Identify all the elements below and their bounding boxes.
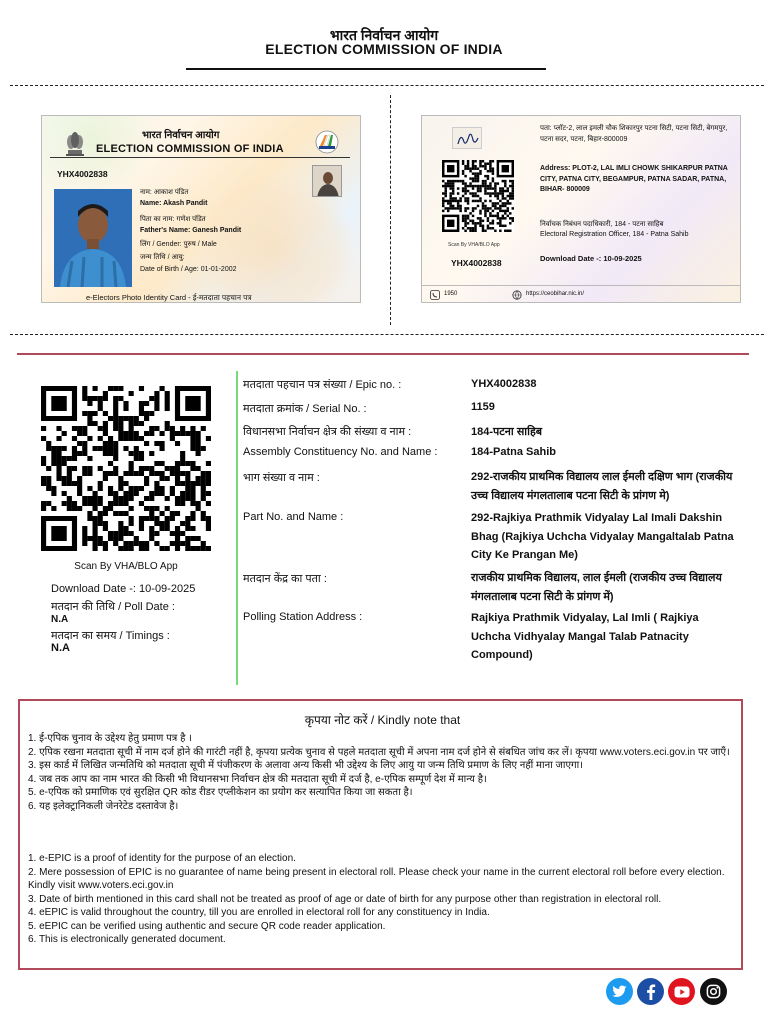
poll-date-label: मतदान की तिथि / Poll Date : (51, 601, 175, 613)
timings-value: N.A (51, 642, 70, 654)
constituency-label-english: Assembly Constituency No. and Name : (243, 446, 438, 458)
card-footer: e-Electors Photo Identity Card - ई-मतदाता पहचान पत्र (86, 293, 252, 302)
card-ero-hindi: निर्वाचक निबंधन पदाधिकारी, 184 - पटना साहिब (540, 221, 664, 228)
card-address-english: Address: PLOT-2, LAL IMLI CHOWK SHIKARPUR PATNA CITY, PATNA CITY, BEGAMPUR, PATNA SADAR, PATNA, BIHAR- 800009 (540, 165, 728, 193)
notes-hindi-list (28, 732, 736, 813)
note-hindi-item: 4. जब तक आप का नाम भारत की किसी भी विधानसभा निर्वाचन क्षेत्र की मतदाता सूची में दर्ज है, e-एपिक सम्पूर्ण देश में मान्य है। (28, 773, 487, 785)
card-title-hindi: भारत निर्वाचन आयोग (142, 130, 220, 141)
note-english-item: 5. eEPIC can be verified using authentic and secure QR code reader application. (28, 920, 386, 932)
card-epic-number: YHX4002838 (57, 169, 108, 179)
twitter-icon[interactable] (606, 978, 633, 1005)
cut-line-top (10, 85, 764, 86)
globe-icon (512, 290, 522, 300)
epic-card-back (421, 115, 741, 303)
section-divider (17, 353, 749, 355)
phone-icon (430, 290, 440, 300)
signature-icon (453, 128, 483, 150)
card-father-hindi: पिता का नाम: गणेश पंडित (140, 216, 206, 223)
card-name-english: Name: Akash Pandit (140, 200, 208, 207)
notes-english-list (28, 852, 736, 947)
card-download-date: Download Date -: 10-09-2025 (540, 254, 642, 263)
note-hindi-item: 1. ई-एपिक चुनाव के उद्देश्य हेतु प्रमाण पत्र है । (28, 733, 192, 744)
header-underline (186, 68, 546, 70)
constituency-label-hindi: विधानसभा निर्वाचन क्षेत्र की संख्या व नाम : (243, 426, 412, 438)
polling-station-value-english: Rajkiya Prathmik Vidyalay, Lal Imli ( Rajkiya Uchcha Vidhyalay Mangal Talab Patnacity Compound) (471, 612, 699, 661)
constituency-value-english: 184-Patna Sahib (471, 446, 556, 458)
note-hindi-item: 2. एपिक रखना मतदाता सूची में नाम दर्ज होने की गारंटी नहीं है, कृपया प्रत्येक चुनाव से पहले मतदाता सूची में अपना नाम दर्ज होने से संबधित जांच कर लें। कृपया www.voters.eci.gov.in पर जाएँ। (28, 746, 730, 758)
card-name-hindi: नाम: आकाश पंडित (140, 189, 189, 196)
vertical-divider (236, 371, 238, 685)
card-scan-text: Scan By VHA/BLO App (448, 242, 500, 248)
national-emblem-icon (64, 130, 86, 158)
card-qr-code[interactable] (442, 160, 514, 232)
eci-logo-icon (312, 129, 342, 155)
card-ero-english: Electoral Registration Officer, 184 - Patna Sahib (540, 231, 689, 238)
part-value-english: 292-Rajkiya Prathmik Vidyalay Lal Imali Dakshin Bhag (Rajkiya Uchcha Vidyalay Mangaltalab Patna City Ke Prangan Me) (471, 512, 734, 561)
serial-label: मतदाता क्रमांक / Serial No. : (243, 403, 367, 415)
note-english-item: 1. e-EPIC is a proof of identity for the purpose of an election. (28, 853, 296, 864)
youtube-icon[interactable] (668, 978, 695, 1005)
card-gender: लिंग / Gender: पुरुष / Male (140, 241, 217, 248)
cut-line-middle (390, 95, 391, 325)
card-dob-hindi: जन्म तिथि / आयु: (140, 254, 185, 261)
main-qr-code[interactable] (41, 386, 211, 551)
card-back-footer (422, 285, 741, 303)
part-label-english: Part No. and Name : (243, 511, 344, 523)
voter-photo (54, 189, 132, 287)
part-label-hindi: भाग संख्या व नाम : (243, 472, 320, 484)
helpline-number: 1950 (444, 291, 458, 297)
card-title-english: ELECTION COMMISSION OF INDIA (96, 143, 284, 155)
person-photo-icon (54, 189, 132, 287)
timings-label: मतदान का समय / Timings : (51, 630, 170, 642)
polling-station-value-hindi: राजकीय प्राथमिक विद्यालय, लाल ईमली (राजकीय उच्च विद्यालय मंगलतालाब पटना सिटी के प्रांगण में) (471, 572, 722, 603)
card-dob-english: Date of Birth / Age: 01-01-2002 (140, 266, 237, 273)
notes-title: कृपया नोट करें / Kindly note that (304, 713, 461, 727)
notes-box (18, 699, 743, 970)
card-title-rule (50, 157, 350, 158)
note-english-item: 2. Mere possession of EPIC is no guarantee of name being present in electoral roll. Please check your name in the current electoral roll before every election. Kindly visit www.voters.eci.gov.in (28, 866, 725, 891)
voter-mini-photo (312, 165, 342, 197)
person-mini-photo-icon (313, 166, 342, 197)
header-title-hindi: भारत निर्वाचन आयोग (329, 27, 439, 43)
note-hindi-item: 5. e-एपिक को प्रमाणिक एवं सुरक्षित QR कोड रीडर एप्लीकेशन का प्रयोग कर सत्यापित किया जा सकता है। (28, 787, 413, 798)
header-title-english: ELECTION COMMISSION OF INDIA (265, 41, 503, 57)
card-back-epic-number: YHX4002838 (451, 258, 502, 268)
download-date: Download Date -: 10-09-2025 (51, 583, 196, 595)
signature-image (452, 127, 482, 149)
cut-line-bottom (10, 334, 764, 335)
note-english-item: 4. eEPIC is valid throughout the country, till you are enrolled in electoral roll for any constituency in India. (28, 907, 490, 918)
website-link[interactable]: https://ceobihar.nic.in/ (526, 291, 585, 297)
scan-instruction: Scan By VHA/BLO App (74, 561, 178, 572)
card-address-hindi: पता: प्लॉट-2, लाल इमली चौक शिकारपुर पटना सिटी, पटना सिटी, बेगमपुर, पटना सदर, पटना, बिहार-800009 (540, 125, 728, 143)
epic-label: मतदाता पहचान पत्र संख्या / Epic no. : (243, 379, 402, 391)
constituency-value-hindi: 184-पटना साहिब (471, 426, 543, 438)
instagram-icon[interactable] (700, 978, 727, 1005)
note-english-item: 3. Date of birth mentioned in this card shall not be treated as proof of age or date of birth for any purpose other than registration in electoral roll. (28, 893, 662, 905)
polling-station-label-hindi: मतदान केंद्र का पता : (243, 573, 327, 585)
serial-value: 1159 (471, 401, 495, 413)
note-hindi-item: 6. यह इलेक्ट्रानिकली जेनरेटेड दस्तावेज है। (28, 800, 179, 812)
facebook-icon[interactable] (637, 978, 664, 1005)
epic-value: YHX4002838 (471, 378, 537, 390)
poll-date-value: N.A (51, 614, 69, 625)
epic-card-front (41, 115, 361, 303)
card-father-english: Father's Name: Ganesh Pandit (140, 227, 242, 234)
polling-station-label-english: Polling Station Address : (243, 611, 363, 623)
note-english-item: 6. This is electronically generated document. (28, 934, 226, 945)
note-hindi-item: 3. इस कार्ड में लिखित जन्मतिथि को मतदाता सूची में पंजीकरण के अलावा अन्य किसी भी उद्देश्य के लिए आयु या जन्म तिथि प्रमाण के लिए नहीं माना जाएगा। (28, 760, 584, 771)
part-value-hindi: 292-राजकीय प्राथमिक विद्यालय लाल ईमली दक्षिण भाग (राजकीय उच्च विद्यालय मंगलतालाब पटना सिटी के प्रांगण मे) (471, 471, 733, 502)
